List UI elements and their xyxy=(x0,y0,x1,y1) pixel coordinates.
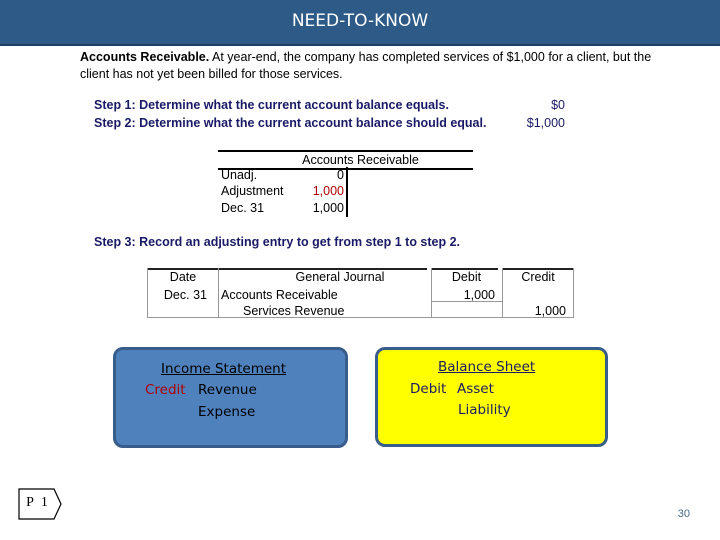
problem-text: At year-end, the company has completed services of $1,000 for a client, but the client has not yet been billed for those services. xyxy=(80,50,652,81)
t-account-value-adjustment: 1,000 xyxy=(312,184,344,198)
balance-sheet-debit-label: Debit xyxy=(410,381,447,397)
problem-heading: Accounts Receivable. xyxy=(80,50,210,64)
journal-header-date: Date xyxy=(169,270,197,284)
page-number: 30 xyxy=(677,508,690,520)
journal-row-1-account: Accounts Receivable xyxy=(221,288,338,302)
learning-objective-badge xyxy=(18,488,62,520)
t-account-title-text: Accounts Receivable xyxy=(302,153,419,167)
balance-sheet-title: Balance Sheet xyxy=(438,359,536,375)
journal-row-2-credit: 1,000 xyxy=(534,304,566,318)
balance-sheet-liability: Liability xyxy=(458,402,511,418)
journal-row-1-debit: 1,000 xyxy=(463,288,495,302)
t-account-value-unadj: 0 xyxy=(337,168,344,182)
journal-header-account: General Journal xyxy=(295,270,385,284)
income-statement-title: Income Statement xyxy=(161,361,287,377)
learning-objective-label: P 1 xyxy=(26,495,50,510)
balance-sheet-box xyxy=(375,347,608,447)
journal-header-debit: Debit xyxy=(451,270,482,284)
step-2-text: Step 2: Determine what the current account balance should equal. xyxy=(94,116,487,130)
t-account-label-dec31: Dec. 31 xyxy=(221,201,265,215)
journal-row-1-date: Dec. 31 xyxy=(163,288,207,302)
step-1-amount: $0 xyxy=(551,98,565,112)
t-account-label-unadj: Unadj. xyxy=(221,168,258,182)
income-statement-expense: Expense xyxy=(198,404,256,420)
step-3-text: Step 3: Record an adjusting entry to get from step 1 to step 2. xyxy=(94,235,461,249)
t-account-divider xyxy=(346,167,348,217)
t-account-value-dec31: 1,000 xyxy=(312,201,344,215)
t-account-label-adjustment: Adjustment xyxy=(221,184,284,198)
step-1-text: Step 1: Determine what the current account balance equals. xyxy=(94,98,449,112)
income-statement-credit-label: Credit xyxy=(145,382,186,398)
income-statement-box xyxy=(113,347,348,448)
journal-row-2-account: Services Revenue xyxy=(243,304,345,318)
income-statement-revenue: Revenue xyxy=(198,382,257,398)
page-title: NEED-TO-KNOW xyxy=(0,0,720,46)
balance-sheet-asset: Asset xyxy=(457,381,494,397)
journal-header-credit: Credit xyxy=(521,270,555,284)
step-2-amount: $1,000 xyxy=(526,116,565,130)
general-journal xyxy=(147,268,574,318)
problem-statement xyxy=(80,49,680,83)
